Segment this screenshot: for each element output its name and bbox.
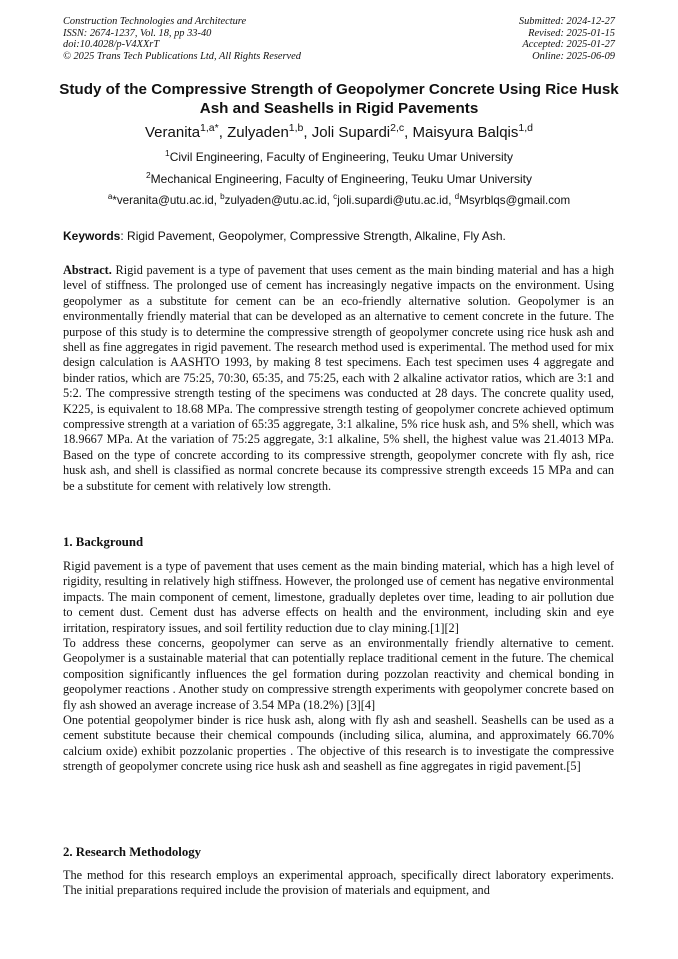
- journal-name: Construction Technologies and Architecture: [63, 16, 247, 27]
- author-affiliation-mark: 1,d: [518, 122, 533, 134]
- copyright-line: © 2025 Trans Tech Publications Ltd, All Rights Reserved: [63, 50, 301, 62]
- author-name: Zulyaden: [227, 124, 289, 141]
- email-link[interactable]: joli.supardi@utu.ac.id: [337, 194, 449, 207]
- affiliation-text: Civil Engineering, Faculty of Engineering, Teuku Umar University: [169, 150, 513, 164]
- publication-dates: [519, 16, 615, 62]
- email-link[interactable]: Msyrblqs@gmail.com: [459, 194, 571, 207]
- section-heading-background: 1. Background: [63, 535, 144, 549]
- section-heading-methodology: 2. Research Methodology: [63, 845, 202, 859]
- author-list: Veranita$^{1,a*}$, Zulyaden$^{1,b}$, Joli Supardi$^{2,c}$, Maisyura Balqis$^{1,d}$: [145, 122, 533, 141]
- author-affiliation-mark: 1,a*: [200, 122, 219, 134]
- section-background: [63, 559, 614, 775]
- author-name: Joli Supardi: [311, 124, 391, 141]
- keywords-label: Keywords: [63, 229, 121, 243]
- paragraph: To address these concerns, geopolymer can serve as an environmentally friendly alternative to cement. Geopolymer is a sustainable material that can potentially replace traditional cement in the future. The chemical composition significantly influences the gel formation during pozzolan reactivity and chemical bonding in geopolymer reactions . Another study on compressive strength experiments with geopolymer concrete based on fly ash showed an average increase of 3.54 MPa (18.2%) [3][4]: [63, 636, 614, 712]
- email-link[interactable]: zulyaden@utu.ac.id: [224, 194, 327, 207]
- email-mark: d: [454, 192, 460, 202]
- doi-link[interactable]: doi:10.4028/p-V4XXrT: [63, 39, 160, 51]
- author-emails: $^a$*veranita@utu.ac.id, $^b$zulyaden@utu.ac.id, $^c$joli.supardi@utu.ac.id, $^d$Msyrblqs@gmail.com: [107, 192, 571, 207]
- revised-date: Revised: 2025-01-15: [528, 27, 615, 39]
- author-affiliation-mark: 1,b: [288, 122, 304, 134]
- email-mark: b: [220, 192, 225, 202]
- abstract: [63, 263, 614, 494]
- keywords-text: : Rigid Pavement, Geopolymer, Compressive Strength, Alkaline, Fly Ash.: [120, 229, 506, 243]
- affiliation-mark: 1: [165, 148, 170, 158]
- email-mark: a: [107, 192, 113, 202]
- submitted-date: Submitted: 2024-12-27: [518, 16, 615, 27]
- affiliation-2: [40, 172, 638, 187]
- paragraph: The method for this research employs an experimental approach, specifically direct laboratory experiments. The initial preparations required include the provision of materials and equipment, and: [63, 868, 614, 898]
- email-mark: c: [333, 192, 338, 202]
- keywords: [63, 229, 615, 244]
- issn-line: ISSN: 2674-1237, Vol. 18, pp 33-40: [63, 27, 212, 39]
- paragraph: One potential geopolymer binder is rice husk ash, along with fly ash and seashell. Seashells can be used as a cement substitute because their chemical compounds (including silica, alumina, and approximately 66.70% calcium oxide) exhibit pozzolanic properties . The objective of this research is to investigate the compressive strength of geopolymer concrete using rice husk ash and seashell as fine aggregates in rigid pavement.[5]: [63, 713, 614, 774]
- affiliation-text: Mechanical Engineering, Faculty of Engineering, Teuku Umar University: [150, 172, 532, 186]
- accepted-date: Accepted: 2025-01-27: [522, 39, 615, 51]
- author-name: Maisyura Balqis: [412, 124, 519, 141]
- paragraph: Rigid pavement is a type of pavement that uses cement as the main binding material, which has a high level of rigidity, resulting in relatively high stiffness. However, the prolonged use of cement has negative environmental impacts. The main component of cement, limestone, gradually depletes over time, leading to air pollution due to cement dust. Cement dust has adverse effects on health and the environment, including skin and eye irritation, respiratory issues, and soil fertility reduction due to clay mining.[1][2]: [63, 559, 614, 635]
- abstract-label: Abstract.: [63, 263, 112, 277]
- author-name: Veranita: [145, 124, 201, 141]
- affiliation-1: [40, 150, 638, 165]
- affiliation-mark: 2: [146, 170, 151, 180]
- section-methodology: [63, 868, 614, 899]
- author-affiliation-mark: 2,c: [390, 122, 405, 134]
- email-link[interactable]: *veranita@utu.ac.id: [112, 194, 214, 207]
- paper-title: Study of the Compressive Strength of Geopolymer Concrete Using Rice Husk Ash and Seashells in Rigid Pavements: [59, 81, 619, 117]
- online-date: Online: 2025-06-09: [532, 50, 615, 62]
- abstract-text: Rigid pavement is a type of pavement that uses cement as the main binding material and has a high level of stiffness. The prolonged use of cement has increasingly negative impacts on the environment. Using geopolymer as a substitute for cement can be an eco-friendly alternative solution. Geopolymer is an environmentally friendly material that can be developed as an alternative to cement concrete in the future. The purpose of this study is to determine the compressive strength of geopolymer concrete using rice husk ash and shell as fine aggregates in rigid pavement. The research method used is experimental. The method used for mix design calculation is AASHTO 1993, by making 8 test specimens. Each test specimen uses 4 aggregate and binder ratios, which are 75:25, 70:30, 65:35, and 75:25, each with 2 alkaline activator ratios, which are 3:1 and 5:2. The compressive strength testing of the specimens was conducted at 28 days. The concrete quality used, K225, is equivalent to 18.68 MPa. The compressive strength testing of geopolymer concrete achieved optimum compressive strength at a variation of 65:35 aggregate, 3:1 alkaline, 5% rice husk ash, and 5% shell, which was 18.9667 MPa. At the variation of 75:25 aggregate, 3:1 alkaline, 5% shell, the highest value was 21.4013 MPa. Based on the type of concrete according to its compressive strength, geopolymer concrete with fly ash, rice husk ash, and shell is classified as normal concrete because its compressive strength exceeds 15 MPa and can be a substitute for cement with relatively low strength.: [63, 263, 614, 493]
- journal-info: [63, 16, 301, 62]
